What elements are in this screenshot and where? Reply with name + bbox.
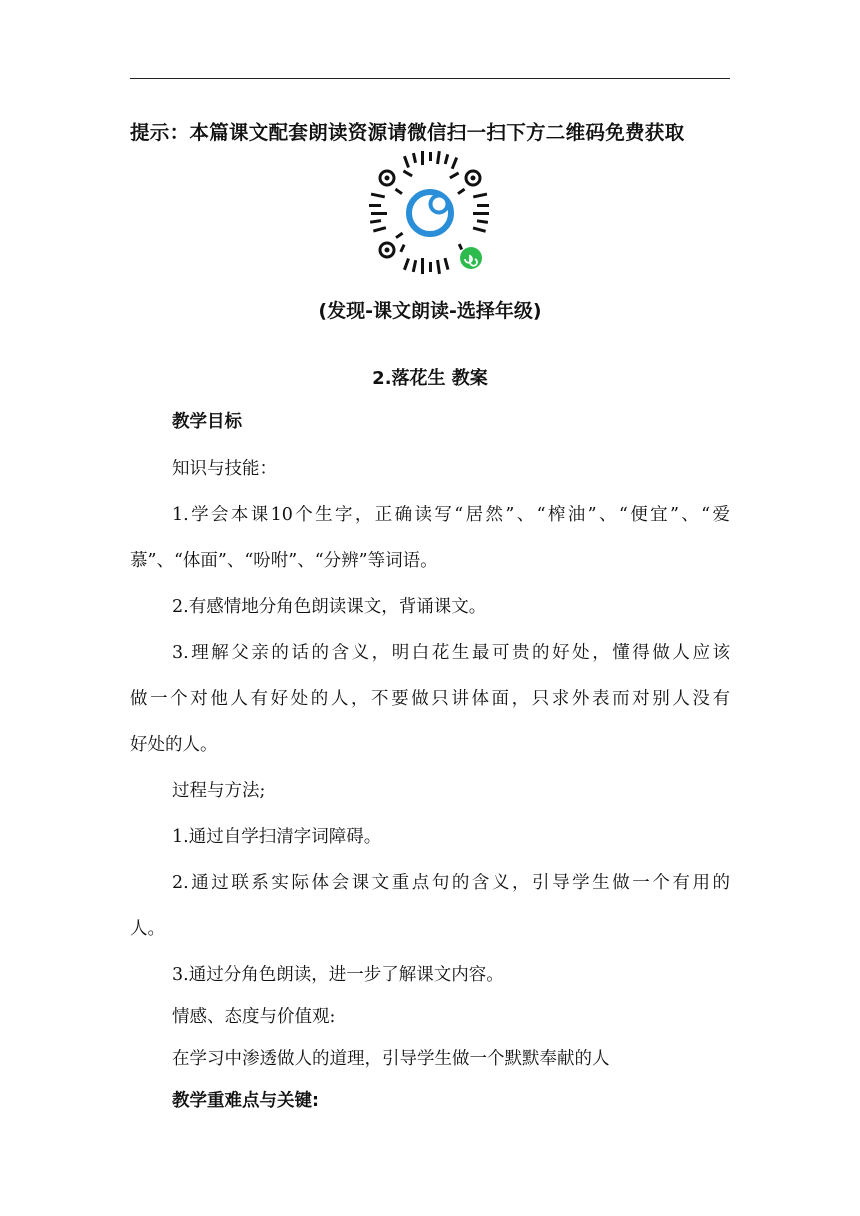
section-heading-objectives: 教学目标	[172, 412, 242, 432]
paragraph-line: 2.有感情地分角色朗读课文，背诵课文。	[172, 597, 487, 617]
paragraph-line: 3.理解父亲的话的含义，明白花生最可贵的好处，懂得做人应该	[172, 643, 730, 663]
paragraph-line: 1.学会本课10个生字，正确读写“居然”、“榨油”、“便宜”、“爱	[172, 505, 730, 525]
paragraph-line: 好处的人。	[130, 735, 218, 755]
paragraph-line: 3.通过分角色朗读，进一步了解课文内容。	[172, 965, 504, 985]
qr-code-icon	[365, 148, 495, 278]
subheading-knowledge: 知识与技能：	[172, 459, 277, 479]
paragraph-line: 2.通过联系实际体会课文重点句的含义，引导学生做一个有用的	[172, 873, 730, 893]
header-rule	[130, 78, 730, 79]
paragraph-line: 在学习中渗透做人的道理，引导学生做一个默默奉献的人	[172, 1049, 610, 1069]
paragraph-line: 人。	[130, 919, 165, 939]
paragraph-line: 1.通过自学扫清字词障碍。	[172, 827, 382, 847]
subheading-values: 情感、态度与价值观:	[172, 1007, 336, 1027]
resource-hint: 提示：本篇课文配套朗读资源请微信扫一扫下方二维码免费获取	[130, 121, 685, 144]
paragraph-line: 做一个对他人有好处的人，不要做只讲体面，只求外表而对别人没有	[130, 689, 730, 709]
qr-caption: (发现-课文朗读-选择年级)	[318, 300, 542, 322]
paragraph-line: 慕”、“体面”、“吩咐”、“分辨”等词语。	[130, 551, 438, 571]
subheading-process: 过程与方法;	[172, 781, 266, 801]
document-title: 2.落花生 教案	[372, 368, 488, 389]
section-heading-keypoints: 教学重难点与关键:	[172, 1091, 319, 1111]
